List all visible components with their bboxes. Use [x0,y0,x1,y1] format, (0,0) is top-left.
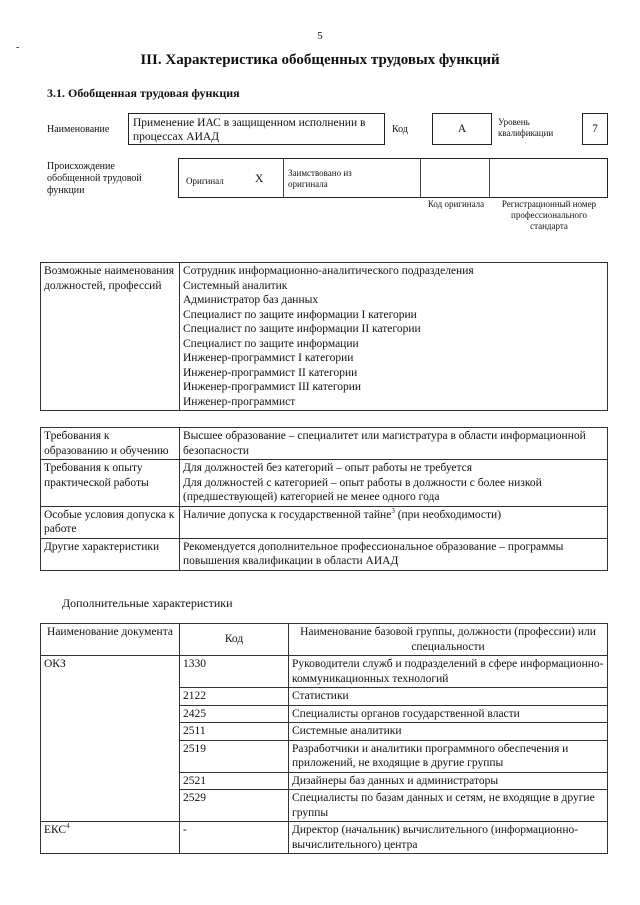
access-value [180,506,608,538]
list-item: Инженер-программист I категории [183,352,354,364]
experience-text: Для должностей без категорий – опыт работы не требуется [183,462,473,474]
additional-table [40,623,608,854]
origin-divider [489,159,490,197]
additional-title: Дополнительные характеристики [62,596,233,610]
positions-list [180,263,608,411]
list-item: Специалист по защите информации [183,337,359,350]
education-label: Требования к образованию и обучению [41,428,180,460]
code-label: Код [392,124,408,135]
list-item: Сотрудник информационно-аналитического подразделения [183,265,474,277]
name-cell: Специалисты органов государственной власти [289,705,608,723]
margin-mark: - [16,42,20,53]
table-row [41,263,608,411]
footnote-mark: 3 [391,506,395,515]
list-item: Специалист по защите информации I категории [183,308,417,321]
original-label: Оригинал [186,176,224,186]
name-value: Применение ИАС в защищенном исполнении в процессах АИАД [128,113,385,145]
access-label: Особые условия допуска к работе [41,506,180,538]
table-row [41,428,608,460]
code-value: А [432,113,492,145]
reg-number-caption: Регистрационный номер профессионального стандарта [501,199,597,231]
education-value [180,428,608,460]
other-value [180,538,608,570]
name-cell: Системные аналитики [289,723,608,741]
header-document: Наименование документа [41,624,180,656]
code-cell: 1330 [180,656,289,688]
doc-okz: ОКЗ [41,656,180,822]
name-label: Наименование [47,124,110,135]
name-cell: Специалисты по базам данных и сетям, не входящие в другие группы [289,790,608,822]
origin-divider [420,159,421,197]
subsection-title: 3.1. Обобщенная трудовая функция [47,86,240,100]
list-item: Инженер-программист [183,395,296,408]
code-cell: 2521 [180,772,289,790]
experience-label: Требования к опыту практической работы [41,460,180,507]
page-number: 5 [317,30,323,42]
section-title: III. Характеристика обобщенных трудовых функций [140,52,500,68]
other-label: Другие характеристики [41,538,180,570]
name-cell: Директор (начальник) вычислительного (информационно-вычислительного) центра [289,822,608,854]
experience-text: Для должностей с категорией – опыт работы в должности с более низкой (предшествующей) категорией не менее одного года [183,476,542,503]
header-code: Код [180,624,289,656]
code-cell: - [180,822,289,854]
requirements-table [40,427,608,571]
level-label: Уровень квалификации [498,117,554,138]
code-cell: 2529 [180,790,289,822]
list-item: Системный аналитик [183,279,288,292]
table-header-row [41,624,608,656]
footnote-mark: 4 [66,822,70,831]
original-mark: X [255,173,264,185]
code-cell: 2511 [180,723,289,741]
code-original-caption: Код оригинала [427,199,485,209]
origin-divider [283,159,284,197]
list-item: Администратор баз данных [183,294,319,306]
access-text: Наличие допуска к государственной тайне [183,508,392,521]
borrowed-label: Заимствовано из оригинала [288,168,352,189]
list-item: Инженер-программист II категории [183,366,358,379]
positions-label: Возможные наименования должностей, профессий [41,263,180,411]
name-cell: Дизайнеры баз данных и администраторы [289,772,608,790]
code-cell: 2425 [180,705,289,723]
access-text-after: (при необходимости) [394,508,502,521]
table-row [41,656,608,688]
positions-table [40,262,608,411]
origin-box [178,158,608,198]
table-row [41,460,608,507]
name-cell: Руководители служб и подразделений в сфере информационно-коммуникационных технологий [289,656,608,688]
code-cell: 2122 [180,688,289,706]
experience-value [180,460,608,507]
code-cell: 2519 [180,740,289,772]
doc-eks-text: ЕКС [44,824,67,836]
name-cell: Статистики [289,688,608,706]
list-item: Инженер-программист III категории [183,381,362,393]
name-cell: Разработчики и аналитики программного обеспечения и приложений, не входящие в другие группы [289,740,608,772]
table-row [41,506,608,538]
origin-label: Происхождение обобщенной трудовой функции [47,161,142,196]
table-row [41,822,608,854]
education-text: Высшее образование – специалитет или магистратура в области информационной безопасности [183,430,586,457]
header-group-name: Наименование базовой группы, должности (профессии) или специальности [289,624,608,656]
other-text: Рекомендуется дополнительное профессиональное образование – программы повышения квалификации в области АИАД [183,540,564,567]
list-item: Специалист по защите информации II категории [183,323,421,335]
doc-eks [41,822,180,854]
table-row [41,538,608,570]
level-value: 7 [582,113,608,145]
